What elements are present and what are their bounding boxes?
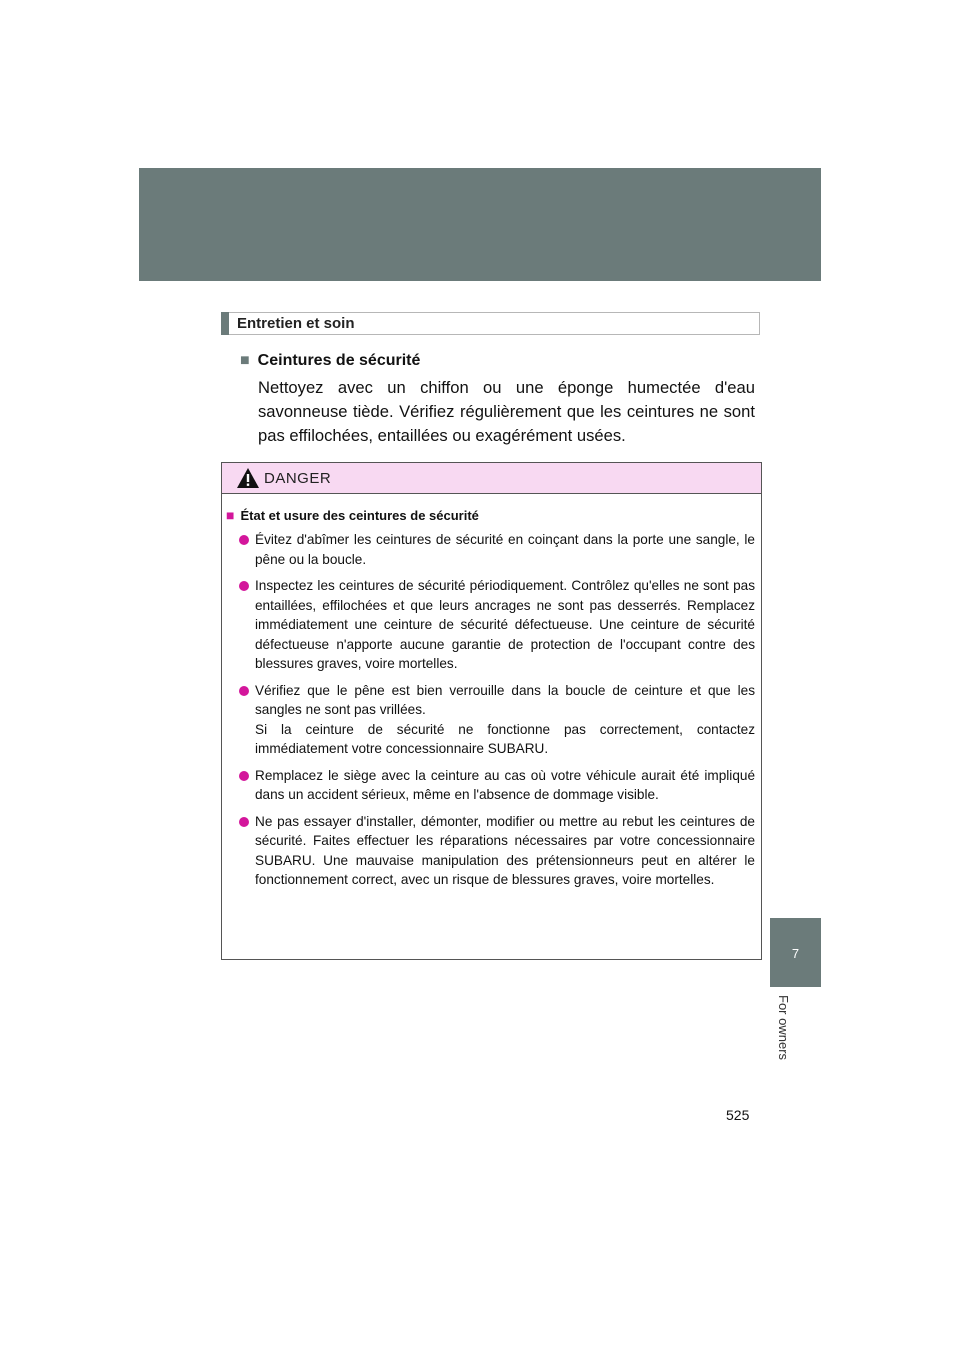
section-accent bbox=[221, 312, 229, 335]
list-item-text: Évitez d'abîmer les ceintures de sécurité en coinçant dans la porte une sangle, le pêne ou la boucle. bbox=[255, 532, 755, 567]
square-bullet-icon: ■ bbox=[226, 507, 235, 523]
chapter-tab[interactable] bbox=[770, 918, 821, 987]
danger-subtitle-text: État et usure des ceintures de sécurité bbox=[240, 508, 479, 523]
list-item bbox=[239, 576, 755, 674]
section-heading-bar bbox=[221, 312, 760, 335]
page-number: 525 bbox=[726, 1107, 750, 1123]
round-bullet-icon bbox=[239, 686, 249, 696]
round-bullet-icon bbox=[239, 771, 249, 781]
danger-header bbox=[222, 463, 761, 494]
chapter-number: 7 bbox=[791, 946, 800, 961]
subsection-heading bbox=[240, 352, 420, 370]
square-bullet-icon: ■ bbox=[240, 352, 250, 369]
danger-box bbox=[221, 462, 762, 960]
subsection-body: Nettoyez avec un chiffon ou une éponge humectée d'eau savonneuse tiède. Vérifiez régulièrement que les ceintures ne sont pas effilochées, entaillées ou exagérément usées. bbox=[258, 378, 755, 445]
header-band bbox=[139, 168, 821, 281]
round-bullet-icon bbox=[239, 817, 249, 827]
list-item-text: Ne pas essayer d'installer, démonter, modifier ou mettre au rebut les ceintures de sécurité. Faites effectuer les réparations nécessaires par votre concessionnaire SUBARU. Une mauvaise manipulation des prétensionneurs peut en altérer le fonctionnement correct, avec un risque de blessures graves, voire mortelles. bbox=[255, 813, 755, 887]
subsection-title: Ceintures de sécurité bbox=[257, 352, 421, 369]
round-bullet-icon bbox=[239, 581, 249, 591]
danger-subtitle bbox=[226, 507, 479, 523]
list-item bbox=[239, 530, 755, 569]
list-item bbox=[239, 812, 755, 890]
section-title: Entretien et soin bbox=[237, 315, 355, 332]
list-item-text: Remplacez le siège avec la ceinture au cas où votre véhicule aurait été impliqué dans un accident sérieux, même en l'absence de dommage visible. bbox=[255, 767, 755, 802]
round-bullet-icon bbox=[239, 535, 249, 545]
danger-label: DANGER bbox=[264, 470, 332, 487]
chapter-label: For owners bbox=[776, 995, 791, 1061]
danger-list bbox=[239, 530, 755, 897]
list-item bbox=[239, 681, 755, 759]
list-item bbox=[239, 766, 755, 805]
list-item-text: Inspectez les ceintures de sécurité périodiquement. Contrôlez qu'elles ne sont pas entaillées, effilochées et que leurs ancrages ne sont pas desserrés. Remplacez immédiatement une ceinture de sécurité défectueuse. Une ceinture de sécurité défectueuse n'apporte aucune garantie de protection de l'occupant contre des blessures graves, voire mortelles. bbox=[255, 578, 755, 671]
list-item-text: Vérifiez que le pêne est bien verrouille dans la boucle de ceinture et que les sangles ne sont pas vrillées. Si la ceinture de sécurité ne fonctionne pas correctement, contactez immédiatement votre concessionnaire SUBARU. bbox=[255, 682, 755, 756]
warning-triangle-icon bbox=[236, 467, 260, 489]
